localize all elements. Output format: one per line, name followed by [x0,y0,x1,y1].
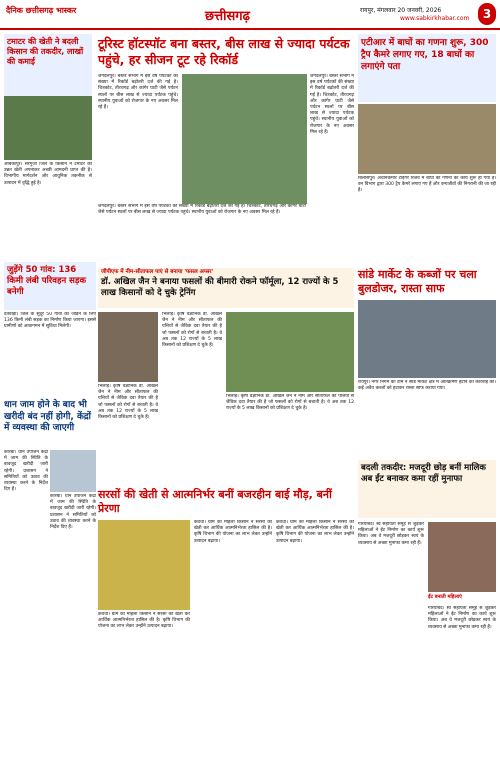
official-photo [50,450,96,492]
bottom-story-text-col3: कवर्धा। ग्राम की महिला किसान ने सरसों की खेती कर आर्थिक आत्मनिर्भरता हासिल की है। कृषि विभाग की योजना का लाभ लेकर उन्होंने उत्पादन बढ़ाया। [276,520,354,544]
left-mid-headline: जुड़ेंगे 50 गांव: 136 किमी लंबी परिवहन सड़क बनेगी [7,265,86,297]
right-bottom-headline: बदली तकदीर: मजदूरी छोड़ बनीं मालिक अब ईंट बनाकर कमा रहीं मुनाफा [361,463,486,484]
left-top-text: अंबिकापुर। सरगुजा जिले के किसान ने टमाटर की उन्नत खेती अपनाकर अच्छी आमदनी प्राप्त की है। विभागीय मार्गदर्शन और आधुनिक तकनीक से उत्पादन में वृद्धि हुई है। [4,162,92,186]
right-bottom-text: गरियाबंद। स्व सहायता समूह से जुड़कर महिलाओं ने ईंट निर्माण का कार्य शुरू किया। अब वे मजदूरी छोड़कर स्वयं के व्यवसाय से अच्छा मुनाफा कमा रही हैं। [358,522,424,546]
left-mid-headline-box [4,262,96,310]
middle-story-headline-box [98,268,354,308]
middle-story-text: भिलाई। कृषि वैज्ञानिक डॉ. अखिल जैन ने नीम और सीताफल की पत्तियों से जैविक दवा तैयार की है जो फसलों को रोगों से बचाती है। वे अब तक 12 राज्यों के 5 लाख किसानों को प्रशिक्षण दे चुके हैं। [98,384,158,421]
left-top-headline: टमाटर की खेती ने बदली किसान की तकदीर, लाखों की कमाई [7,37,84,66]
section-title: छत्तीसगढ़ [205,9,250,24]
top-story-text-col2: जगदलपुर। बस्तर संभाग में इस वर्ष पर्यटकों की संख्या में रिकॉर्ड बढ़ोतरी दर्ज की गई है। चित्रकोट, तीरथगढ़ और कांगेर घाटी जैसे पर्यटन स्थलों पर बीस लाख से ज्यादा पर्यटक पहुंचे। स्थानीय युवाओं को रोजगार के नए अवसर मिल रहे हैं। [310,74,354,135]
bottom-story-headline: सरसों की खेती से आत्मनिर्भर बनीं बजरहीन बाई मौड़, बनीं प्रेरणा [98,488,332,515]
left-bottom-text: कोरबा। धान उपार्जन केंद्रों में जाम की स्थिति के बावजूद खरीदी जारी रहेगी। प्रशासन ने समितियों को उठाव की व्यवस्था करने के निर्देश दिए हैं। [4,450,48,493]
bottom-story-text: कवर्धा। ग्राम की महिला किसान ने सरसों की खेती कर आर्थिक आत्मनिर्भरता हासिल की है। कृषि विभाग की योजना का लाभ लेकर उन्होंने उत्पादन बढ़ाया। [98,612,190,630]
page-number: 3 [478,3,496,25]
bottom-story-text-col2: कवर्धा। ग्राम की महिला किसान ने सरसों की खेती कर आर्थिक आत्मनिर्भरता हासिल की है। कृषि विभाग की योजना का लाभ लेकर उन्होंने उत्पादन बढ़ाया। [194,520,272,544]
right-mid-text: रायपुर। नगर निगम की टीम ने सांडे मार्केट क्षेत्र में अतिक्रमण हटाने की कार्रवाई की। कई अवैध कब्जों को हटाकर रास्ता साफ कराया गया। [358,380,496,392]
middle-story-kicker: जीपीएफ में नीम-सीताफल पाएं से बनाया 'फसल अप्सर' [101,269,214,275]
tiger-photo [358,104,496,174]
right-bottom-headline-box [358,460,496,518]
right-top-headline-box [358,34,496,102]
top-story-text-col3: जगदलपुर। बस्तर संभाग में इस वर्ष पर्यटकों की संख्या में रिकॉर्ड बढ़ोतरी दर्ज की गई है। चित्रकोट, तीरथगढ़ और कांगेर घाटी जैसे पर्यटन स्थलों पर बीस लाख से ज्यादा पर्यटक पहुंचे। स्थानीय युवाओं को रोजगार के नए अवसर मिल रहे हैं। [98,204,306,216]
right-top-headline: एटीआर में बाघों का गणना शुरू, 300 ट्रैप कैमरे लगाए गए, 18 बाघों का लगाएंगे पता [361,38,489,72]
mustard-photo [98,520,190,610]
brick-photo-caption: ईंट बनाती महिलाएं [428,594,462,600]
left-bottom-text-col2: कोरबा। धान उपार्जन केंद्रों में जाम की स्थिति के बावजूद खरीदी जारी रहेगी। प्रशासन ने समितियों को उठाव की व्यवस्था करने के निर्देश दिए हैं। [50,494,96,531]
top-story-headline: टूरिस्ट हॉटस्पॉट बना बस्तर, बीस लाख से ज्यादा पर्यटक पहुंचे, हर सीजन टूट रहे रिकॉर्ड [98,36,350,67]
waterfall-photo [182,74,307,204]
scientist-photo [98,312,158,382]
crop-photo [226,312,354,392]
top-story-text: जगदलपुर। बस्तर संभाग में इस वर्ष पर्यटकों की संख्या में रिकॉर्ड बढ़ोतरी दर्ज की गई है। चित्रकोट, तीरथगढ़ और कांगेर घाटी जैसे पर्यटन स्थलों पर बीस लाख से ज्यादा पर्यटक पहुंचे। स्थानीय युवाओं को रोजगार के नए अवसर मिल रहे हैं। [98,74,178,111]
left-mid-text: दंतेवाड़ा। जिले के सुदूर 50 गांवों को जोड़ने के लिए 136 किमी लंबी सड़क का निर्माण किया जाएगा। इससे ग्रामीणों को आवागमन में सुविधा मिलेगी। [4,312,96,330]
left-top-headline-box [4,34,92,96]
farmer-photo [4,96,92,160]
right-mid-headline: सांडे मार्केट के कब्जों पर चला बुलडोजर, रास्ता साफ [358,268,477,295]
middle-story-text-col2: भिलाई। कृषि वैज्ञानिक डॉ. अखिल जैन ने नीम और सीताफल की पत्तियों से जैविक दवा तैयार की है जो फसलों को रोगों से बचाती है। वे अब तक 12 राज्यों के 5 लाख किसानों को प्रशिक्षण दे चुके हैं। [162,312,222,349]
brick-photo [428,522,496,592]
middle-story-text-col3: भिलाई। कृषि वैज्ञानिक डॉ. अखिल जैन ने नीम और सीताफल की पत्तियों से जैविक दवा तैयार की है जो फसलों को रोगों से बचाती है। वे अब तक 12 राज्यों के 5 लाख किसानों को प्रशिक्षण दे चुके हैं। [226,394,354,412]
bulldozer-photo [358,300,496,378]
right-top-text: बिलासपुर। अचानकमार टाइगर रिजर्व में बाघों की गणना का कार्य शुरू हो गया है। वन विभाग द्वारा 300 ट्रैप कैमरे लगाए गए हैं और वन्यजीवों की निगरानी की जा रही है। [358,176,496,194]
masthead: दैनिक छत्तीसगढ़ भास्कर [6,6,77,15]
site-url: www.sabkirkhabar.com [400,15,470,22]
left-bottom-headline: धान जाम होने के बाद भी खरीदी बंद नहीं होगी, केंद्रों में व्यवस्था की जाएगी [4,400,91,433]
middle-story-headline: डॉ. अखिल जैन ने बनाया फसलों की बीमारी रोकने फॉर्मूला, 12 राज्यों के 5 लाख किसानों को दे चुके ट्रेनिंग [101,277,339,298]
date-line: रायपुर, मंगलवार 20 जनवरी, 2026 [360,7,442,14]
right-bottom-text-col2: गरियाबंद। स्व सहायता समूह से जुड़कर महिलाओं ने ईंट निर्माण का कार्य शुरू किया। अब वे मजदूरी छोड़कर स्वयं के व्यवसाय से अच्छा मुनाफा कमा रही हैं। [428,606,496,630]
